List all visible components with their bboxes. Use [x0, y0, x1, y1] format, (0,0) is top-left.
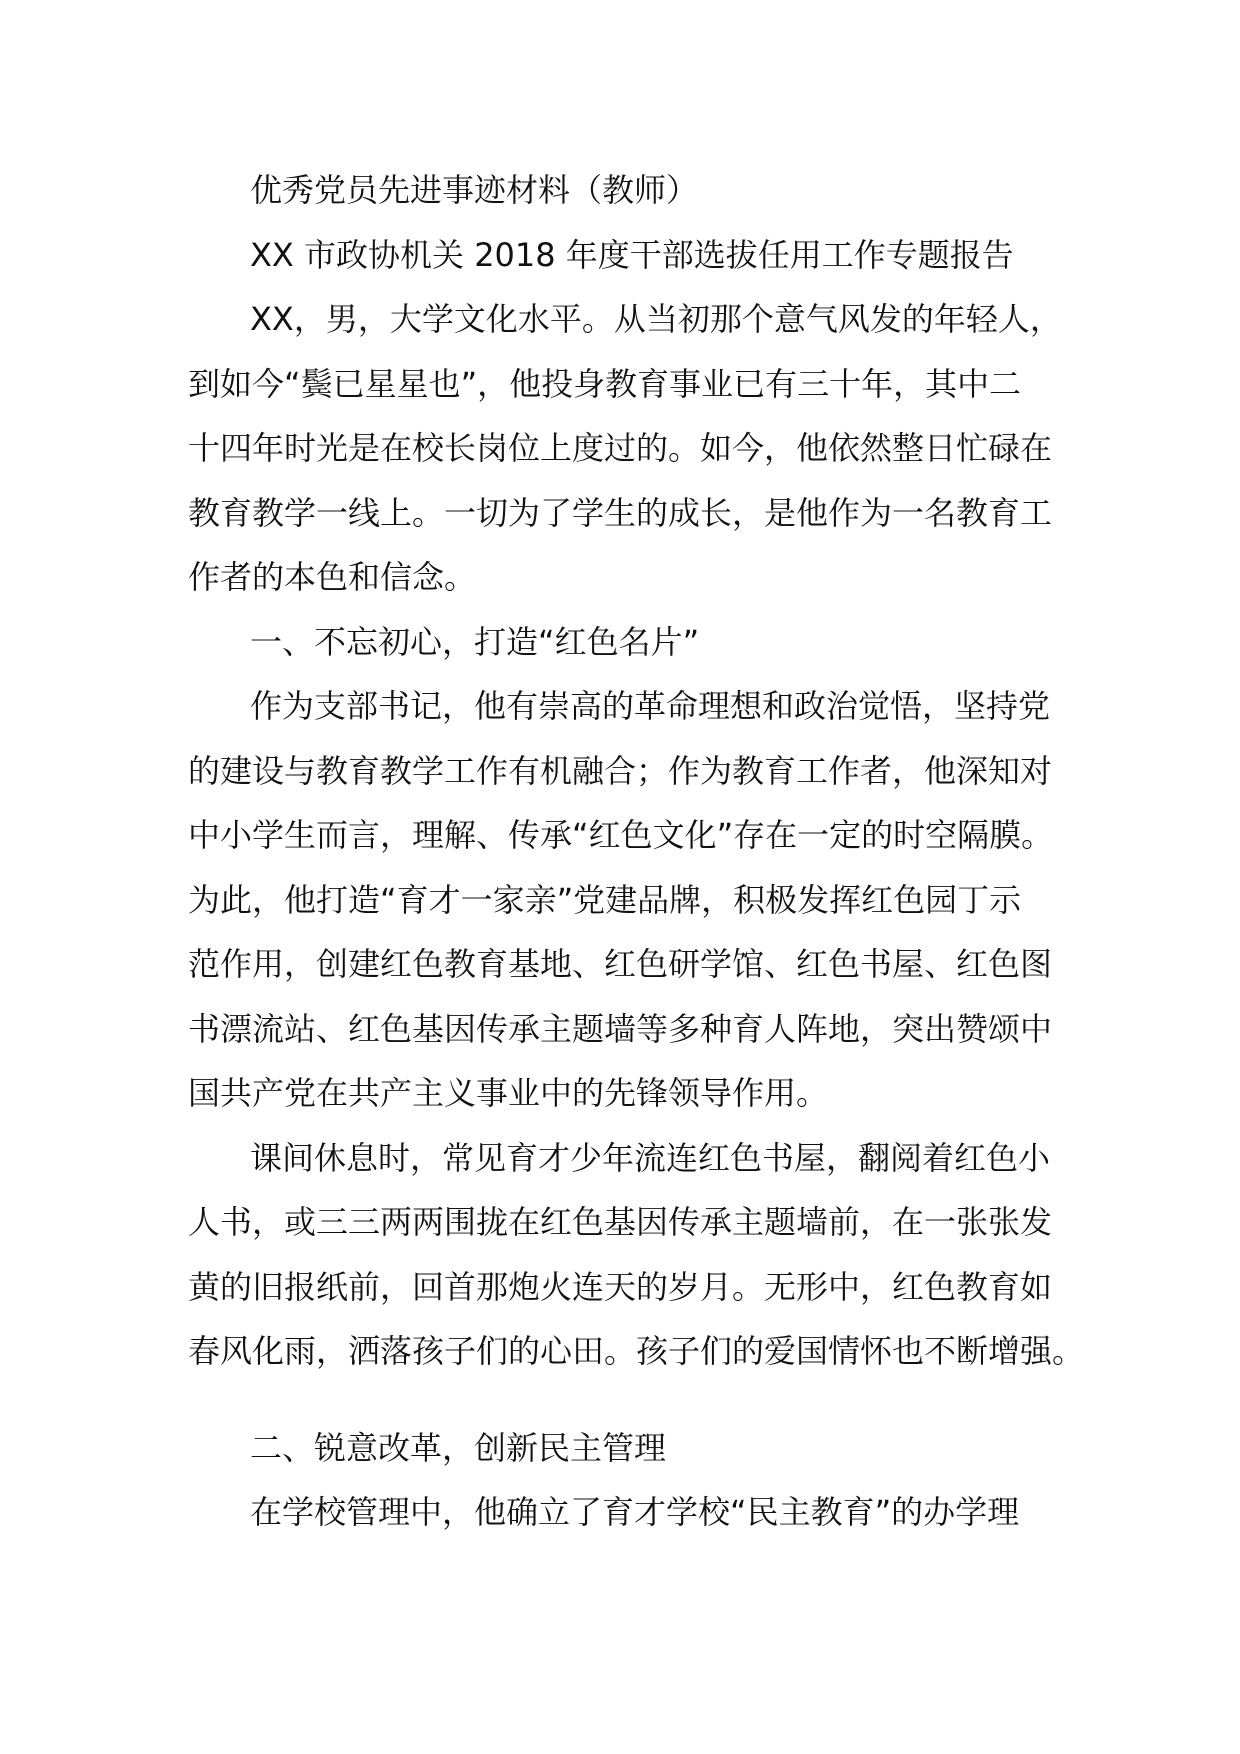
section-heading: 二、锐意改革，创新民主管理	[250, 1428, 667, 1467]
paragraph-spacer	[188, 1384, 1056, 1416]
paragraph-line: 作为支部书记，他有崇高的革命理想和政治觉悟，坚持党	[250, 687, 1051, 725]
paragraph-line: 在学校管理中，他确立了育才学校“民主教育”的办学理	[250, 1493, 1020, 1531]
paragraph-line: 春风化雨，洒落孩子们的心田。孩子们的爱国情怀也不断增强。	[188, 1332, 1085, 1370]
paragraph-line: 中小学生而言，理解、传承“红色文化”存在一定的时空隔膜。	[188, 816, 1054, 854]
paragraph-line: 十四年时光是在校长岗位上度过的。如今，他依然整日忙碌在	[188, 429, 1053, 467]
paragraph-line: 教育教学一线上。一切为了学生的成长，是他作为一名教育工	[188, 493, 1053, 532]
section2-paragraph-1	[188, 1480, 1056, 1545]
paragraph-line: 黄的旧报纸前，回首那炮火连天的岁月。无形中，红色教育如	[188, 1267, 1053, 1306]
paragraph-line: 书漂流站、红色基因传承主题墙等多种育人阵地，突出赞颂中	[188, 1009, 1053, 1048]
paragraph-line: 为此，他打造“育才一家亲”党建品牌，积极发挥红色园丁示	[188, 880, 1022, 919]
paragraph-line: 的建设与教育教学工作有机融合；作为教育工作者，他深知对	[188, 751, 1053, 790]
intro-paragraph	[188, 287, 1062, 610]
paragraph-line: 范作用，创建红色教育基地、红色研学馆、红色书屋、红色图	[188, 945, 1053, 983]
section1-paragraph-1	[188, 674, 1056, 1126]
paragraph-line: 人书，或三三两两围拢在红色基因传承主题墙前，在一张张发	[188, 1203, 1053, 1241]
section1-paragraph-2	[188, 1126, 1085, 1384]
paragraph-line: 国共产党在共产主义事业中的先锋领导作用。	[188, 1074, 829, 1112]
section-heading: 一、不忘初心，打造“红色名片”	[250, 622, 700, 661]
document-subtitle: XX 市政协机关 2018 年度干部选拔任用工作专题报告	[250, 235, 1014, 274]
paragraph-line: XX，男，大学文化水平。从当初那个意气风发的年轻人，	[250, 300, 1062, 338]
paragraph-line: 到如今“鬓已星星也”，他投身教育事业已有三十年，其中二	[188, 364, 1022, 403]
document-page	[188, 158, 1085, 1545]
paragraph-line: 课间休息时，常见育才少年流连红色书屋，翻阅着红色小	[250, 1138, 1051, 1177]
document-title: 优秀党员先进事迹材料（教师）	[250, 171, 699, 209]
paragraph-line: 作者的本色和信念。	[188, 558, 477, 596]
